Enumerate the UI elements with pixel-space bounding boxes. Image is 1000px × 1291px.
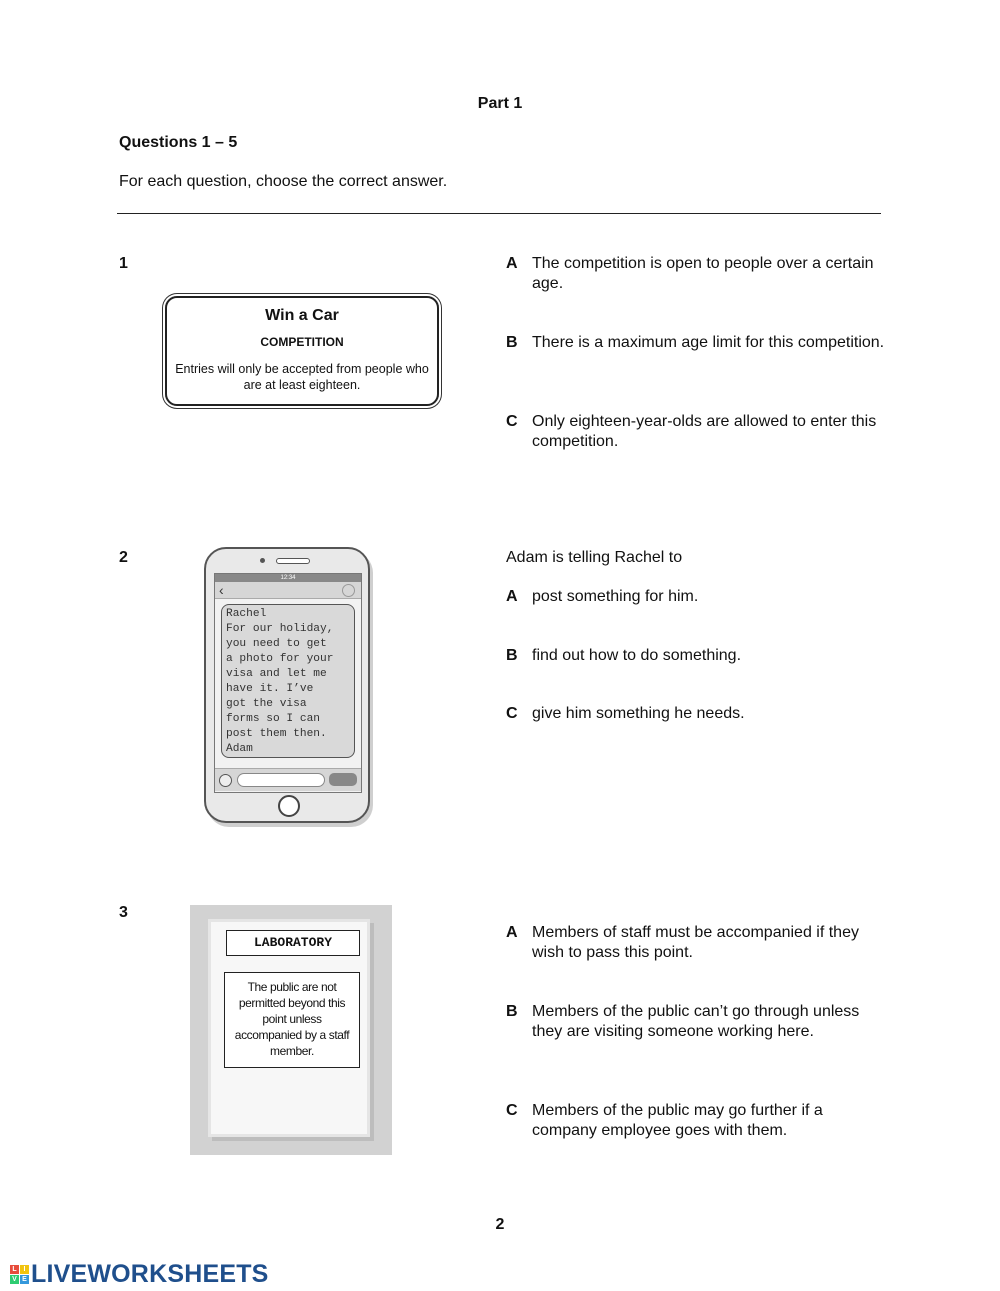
camera-button-icon	[219, 774, 232, 787]
chat-nav-bar	[215, 582, 361, 599]
q3-option-a[interactable]	[506, 923, 886, 963]
liveworksheets-logo[interactable]	[10, 1260, 269, 1289]
option-letter: C	[506, 705, 518, 722]
logo-letter: V	[10, 1275, 19, 1284]
q3-option-b[interactable]	[506, 1002, 886, 1042]
q3-option-c[interactable]	[506, 1101, 886, 1141]
option-letter: A	[506, 924, 518, 941]
option-letter: A	[506, 588, 518, 605]
send-button-icon	[329, 773, 357, 786]
q1-option-a[interactable]	[506, 254, 886, 294]
q2-option-b[interactable]	[506, 646, 886, 666]
home-button-icon	[278, 795, 300, 817]
logo-letter: L	[10, 1265, 19, 1274]
option-letter: B	[506, 647, 518, 664]
option-text: Members of staff must be accompanied if they wish to pass this point.	[532, 924, 859, 961]
q2-option-c[interactable]	[506, 704, 886, 724]
sign-subtitle: COMPETITION	[260, 335, 344, 349]
question-number-1: 1	[119, 255, 128, 272]
option-letter: B	[506, 1003, 518, 1020]
question-number-3: 3	[119, 904, 128, 921]
option-letter: C	[506, 1102, 518, 1119]
competition-sign	[165, 296, 439, 406]
camera-icon	[260, 558, 265, 563]
option-text: post something for him.	[532, 588, 699, 605]
brand-name: LIVEWORKSHEETS	[31, 1260, 269, 1288]
back-arrow-icon: ‹	[219, 582, 224, 598]
logo-mark-icon	[10, 1265, 29, 1284]
divider	[117, 213, 881, 214]
option-text: find out how to do something.	[532, 647, 742, 664]
phone-screen	[214, 573, 362, 793]
option-text: Members of the public may go further if a company employee goes with them.	[532, 1102, 823, 1139]
sign-title: Win a Car	[265, 307, 339, 324]
q2-option-a[interactable]	[506, 587, 886, 607]
part-title: Part 1	[477, 95, 523, 112]
door-panel	[211, 922, 367, 1134]
question-number-2: 2	[119, 549, 128, 566]
option-text: Only eighteen-year-olds are allowed to enter this competition.	[532, 413, 877, 450]
instruction-text: For each question, choose the correct answer.	[119, 173, 448, 190]
questions-heading: Questions 1 – 5	[119, 134, 238, 151]
message-input-bar	[215, 768, 361, 791]
message-field	[237, 773, 325, 787]
sign-body: Entries will only be accepted from people who are at least eighteen.	[175, 362, 429, 392]
option-text: The competition is open to people over a certain age.	[532, 255, 874, 292]
page-number: 2	[495, 1216, 505, 1233]
laboratory-door-illustration	[190, 905, 392, 1155]
option-text: There is a maximum age limit for this competition.	[532, 334, 885, 351]
phone-illustration	[204, 547, 370, 823]
option-text: give him something he needs.	[532, 705, 745, 722]
option-letter: A	[506, 255, 518, 272]
speaker-icon	[276, 558, 310, 564]
logo-letter: E	[20, 1275, 29, 1284]
logo-letter: I	[20, 1265, 29, 1274]
question-2-lead: Adam is telling Rachel to	[506, 549, 683, 566]
option-text: Members of the public can’t go through unless they are visiting someone working here.	[532, 1003, 860, 1040]
status-bar: 12:34	[215, 574, 361, 582]
option-letter: C	[506, 413, 518, 430]
q1-option-b[interactable]	[506, 333, 886, 353]
message-bubble: Rachel For our holiday, you need to get a photo for your visa and let me have it. I’ve got the visa forms so I can post them then. Adam	[221, 604, 355, 758]
laboratory-notice: The public are not permitted beyond this point unless accompanied by a staff member.	[224, 972, 360, 1068]
laboratory-label: LABORATORY	[226, 930, 360, 956]
q1-option-c[interactable]	[506, 412, 886, 452]
contact-icon	[342, 584, 355, 597]
option-letter: B	[506, 334, 518, 351]
